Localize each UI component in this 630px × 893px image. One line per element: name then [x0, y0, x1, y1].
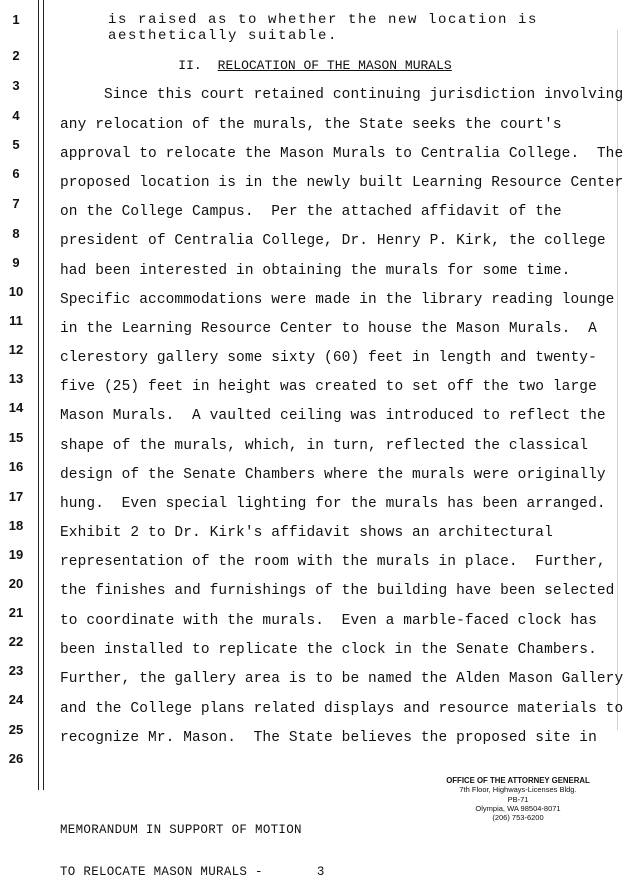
line-number: 7	[12, 196, 20, 211]
attorney-general-address-block	[418, 776, 618, 822]
caption-line-2	[60, 865, 325, 879]
address-line: Olympia, WA 98504-8071	[475, 803, 561, 813]
body-text-line: hung. Even special lighting for the murals has been arranged.	[60, 496, 606, 512]
line-number: 13	[8, 371, 24, 386]
footer-caption	[60, 795, 325, 893]
line-number: 14	[8, 400, 24, 415]
line-number: 24	[8, 692, 24, 707]
line-number: 26	[8, 751, 24, 766]
body-text-line: approval to relocate the Mason Murals to Centralia College. The	[60, 146, 624, 162]
office-name: OFFICE OF THE ATTORNEY GENERAL	[446, 776, 590, 785]
line-number: 3	[12, 78, 20, 93]
caption-title: TO RELOCATE MASON MURALS -	[60, 865, 263, 879]
body-text-line: and the College plans related displays and resource materials to	[60, 701, 624, 717]
body-text-line: five (25) feet in height was created to set off the two large	[60, 379, 597, 395]
body-text-line: Mason Murals. A vaulted ceiling was introduced to reflect the	[60, 408, 606, 424]
line-number: 19	[8, 547, 24, 562]
body-text-line: been installed to replicate the clock in the Senate Chambers.	[60, 642, 597, 658]
margin-rule-right	[43, 0, 44, 790]
body-text-line: proposed location is in the newly built Learning Resource Center	[60, 175, 624, 191]
line-number: 20	[8, 576, 24, 591]
line-number: 5	[12, 137, 20, 152]
line-number: 12	[8, 342, 24, 357]
body-text-line: on the College Campus. Per the attached affidavit of the	[60, 204, 562, 220]
body-text-line: Further, the gallery area is to be named the Alden Mason Gallery	[60, 671, 624, 687]
continuation-text-line: aesthetically suitable.	[108, 28, 339, 44]
body-text-line: to coordinate with the murals. Even a marble-faced clock has	[60, 613, 597, 629]
line-number: 23	[8, 663, 24, 678]
caption-line-1: MEMORANDUM IN SUPPORT OF MOTION	[60, 823, 302, 837]
body-text-line: in the Learning Resource Center to house the Mason Murals. A	[60, 321, 597, 337]
body-text-line: any relocation of the murals, the State seeks the court's	[60, 117, 562, 133]
line-number: 25	[8, 722, 24, 737]
line-number: 21	[8, 605, 24, 620]
body-text-line: clerestory gallery some sixty (60) feet in length and twenty-	[60, 350, 597, 366]
line-number: 1	[12, 12, 20, 27]
address-line: PB-71	[507, 794, 529, 804]
line-number: 18	[8, 518, 24, 533]
address-line: (206) 753-6200	[492, 813, 544, 823]
line-number: 9	[12, 255, 20, 270]
body-text-line: Exhibit 2 to Dr. Kirk's affidavit shows an architectural	[60, 525, 553, 541]
body-text-line: president of Centralia College, Dr. Henry P. Kirk, the college	[60, 233, 606, 249]
line-number: 17	[8, 489, 24, 504]
continuation-text-line: is raised as to whether the new location is	[108, 12, 539, 28]
section-title: RELOCATION OF THE MASON MURALS	[217, 58, 452, 73]
line-number: 6	[12, 166, 20, 181]
body-text-line: design of the Senate Chambers where the murals were originally	[60, 467, 606, 483]
line-number: 16	[8, 459, 24, 474]
address-line: 7th Floor, Highways-Licenses Bldg.	[459, 785, 577, 795]
line-number: 4	[12, 108, 20, 123]
line-number: 15	[8, 430, 24, 445]
body-text-line: Since this court retained continuing jurisdiction involving	[60, 87, 624, 103]
line-number: 11	[9, 313, 23, 328]
margin-rule-left	[38, 0, 39, 790]
line-number: 10	[8, 284, 24, 299]
page-number: 3	[316, 865, 325, 879]
section-heading	[0, 58, 630, 74]
body-text-line: had been interested in obtaining the murals for some time.	[60, 263, 571, 279]
body-text-line: shape of the murals, which, in turn, reflected the classical	[60, 438, 589, 454]
body-text-line: the finishes and furnishings of the building have been selected	[60, 583, 615, 599]
line-number: 8	[12, 226, 20, 241]
line-number: 22	[8, 634, 24, 649]
body-text-line: representation of the room with the murals in place. Further,	[60, 554, 606, 570]
body-text-line: Specific accommodations were made in the library reading lounge	[60, 292, 615, 308]
body-text-line: recognize Mr. Mason. The State believes the proposed site in	[60, 730, 597, 746]
section-number: II.	[178, 58, 202, 73]
line-number: 2	[12, 48, 20, 63]
